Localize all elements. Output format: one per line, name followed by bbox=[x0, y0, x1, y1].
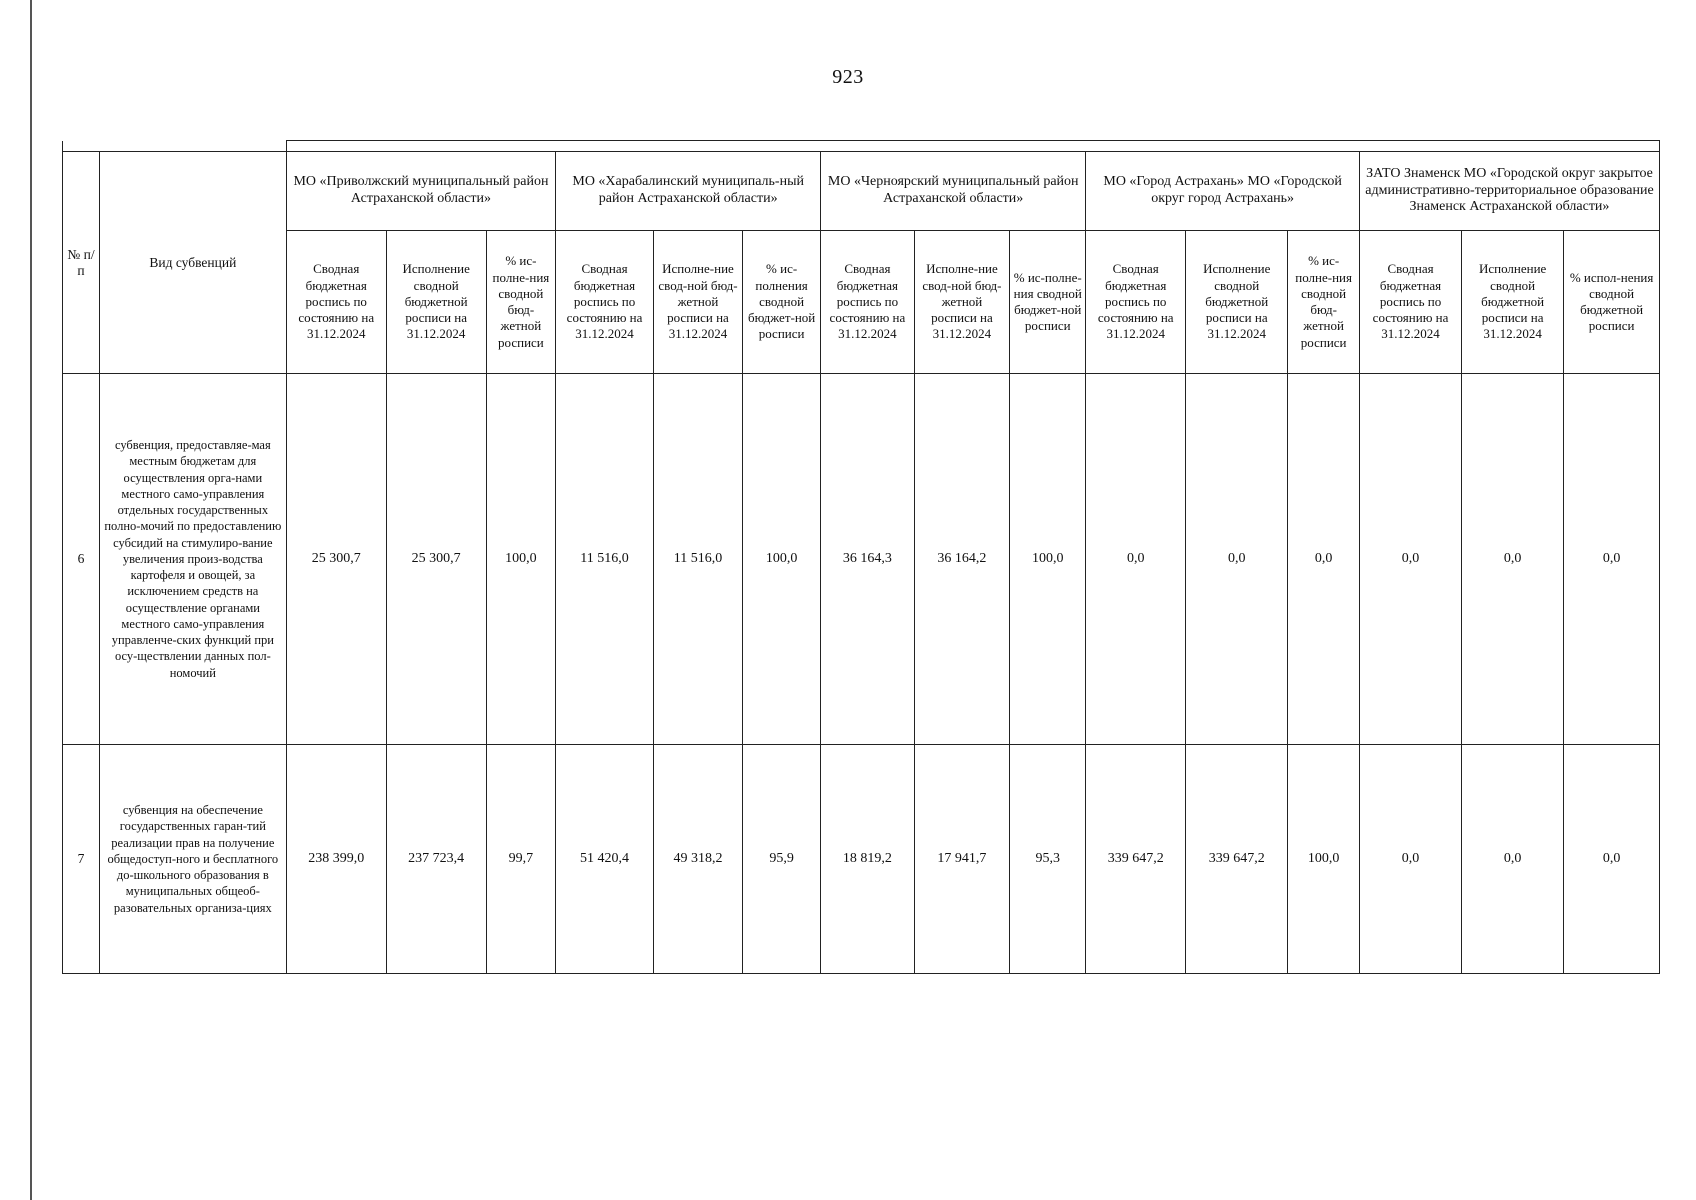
value-cell: 11 516,0 bbox=[556, 374, 654, 745]
subcol-percent: % ис-полне-ния сводной бюд-жетной росписи bbox=[1288, 231, 1360, 374]
region-header-privolzhsky: МО «Приволжский муниципальный район Астраханской области» bbox=[286, 152, 555, 231]
value-cell: 0,0 bbox=[1359, 745, 1461, 974]
subvention-description: субвенция, предоставляе-мая местным бюджетам для осуществления орга-нами местного само-управления отдельных государственных полно-мочий по предоставлению субсидий на стимулиро-вание увеличения произ-водства картофеля и овощей, за исключением средств на осуществление органами местного само-управления управленче-ских функций при осу-ществлении данных пол-номочий bbox=[99, 374, 286, 745]
header-top-strip bbox=[63, 141, 1660, 152]
subcol-percent: % испол-нения сводной бюджетной росписи bbox=[1564, 231, 1660, 374]
value-cell: 100,0 bbox=[1010, 374, 1086, 745]
row-number: 7 bbox=[63, 745, 100, 974]
value-cell: 36 164,2 bbox=[914, 374, 1010, 745]
region-header-chernoyarsky: МО «Черноярский муниципальный район Астраханской области» bbox=[821, 152, 1086, 231]
subcol-percent: % ис-полнения сводной бюджет-ной росписи bbox=[743, 231, 821, 374]
subcol-executed: Исполнение сводной бюджетной росписи на 31.12.2024 bbox=[386, 231, 486, 374]
region-header-astrakhan-city: МО «Город Астрахань» МО «Городской округ город Астрахань» bbox=[1086, 152, 1360, 231]
subcol-executed: Исполнение сводной бюджетной росписи на 31.12.2024 bbox=[1462, 231, 1564, 374]
subcol-percent: % ис-полне-ния сводной бюджет-ной росписи bbox=[1010, 231, 1086, 374]
region-header-znamensk: ЗАТО Знаменск МО «Городской округ закрытое административно-территориальное образование Знаменск Астраханской области» bbox=[1359, 152, 1659, 231]
subvention-description: субвенция на обеспечение государственных гаран-тий реализации прав на получение общедоступ-ного и бесплатного до-школьного образования в муниципальных общеоб-разовательных организа-циях bbox=[99, 745, 286, 974]
value-cell: 0,0 bbox=[1462, 374, 1564, 745]
value-cell: 100,0 bbox=[743, 374, 821, 745]
value-cell: 0,0 bbox=[1564, 374, 1660, 745]
value-cell: 0,0 bbox=[1086, 374, 1186, 745]
value-cell: 238 399,0 bbox=[286, 745, 386, 974]
value-cell: 95,9 bbox=[743, 745, 821, 974]
table-row bbox=[63, 745, 1660, 974]
table-row bbox=[63, 374, 1660, 745]
page-binding-edge bbox=[30, 0, 32, 1200]
subcol-executed: Исполне-ние свод-ной бюд-жетной росписи на 31.12.2024 bbox=[653, 231, 742, 374]
subcol-percent: % ис-полне-ния сводной бюд-жетной росписи bbox=[486, 231, 556, 374]
value-cell: 99,7 bbox=[486, 745, 556, 974]
value-cell: 0,0 bbox=[1359, 374, 1461, 745]
value-cell: 17 941,7 bbox=[914, 745, 1010, 974]
value-cell: 0,0 bbox=[1564, 745, 1660, 974]
subcol-planned: Сводная бюджетная роспись по состоянию на 31.12.2024 bbox=[1359, 231, 1461, 374]
value-cell: 237 723,4 bbox=[386, 745, 486, 974]
page-number: 923 bbox=[832, 66, 864, 88]
value-cell: 18 819,2 bbox=[821, 745, 914, 974]
value-cell: 0,0 bbox=[1462, 745, 1564, 974]
value-cell: 49 318,2 bbox=[653, 745, 742, 974]
value-cell: 100,0 bbox=[486, 374, 556, 745]
subcol-executed: Исполне-ние свод-ной бюд-жетной росписи на 31.12.2024 bbox=[914, 231, 1010, 374]
value-cell: 51 420,4 bbox=[556, 745, 654, 974]
region-header-kharabalinsky: МО «Харабалинский муниципаль-ный район Астраханской области» bbox=[556, 152, 821, 231]
header-subcolumn-row bbox=[63, 231, 1660, 374]
value-cell: 100,0 bbox=[1288, 745, 1360, 974]
value-cell: 36 164,3 bbox=[821, 374, 914, 745]
subcol-planned: Сводная бюджетная роспись по состоянию на 31.12.2024 bbox=[821, 231, 914, 374]
value-cell: 339 647,2 bbox=[1186, 745, 1288, 974]
subvention-table-container bbox=[62, 140, 1660, 974]
value-cell: 339 647,2 bbox=[1086, 745, 1186, 974]
header-top-band bbox=[286, 141, 1659, 152]
subvention-table bbox=[62, 140, 1660, 974]
column-header-number: № п/п bbox=[63, 152, 100, 374]
header-region-row bbox=[63, 152, 1660, 231]
value-cell: 11 516,0 bbox=[653, 374, 742, 745]
header-top-blank bbox=[63, 141, 287, 152]
row-number: 6 bbox=[63, 374, 100, 745]
value-cell: 0,0 bbox=[1186, 374, 1288, 745]
subcol-planned: Сводная бюджетная роспись по состоянию на 31.12.2024 bbox=[286, 231, 386, 374]
column-header-subvention-type: Вид субвенций bbox=[99, 152, 286, 374]
subcol-executed: Исполнение сводной бюджетной росписи на 31.12.2024 bbox=[1186, 231, 1288, 374]
value-cell: 95,3 bbox=[1010, 745, 1086, 974]
value-cell: 25 300,7 bbox=[286, 374, 386, 745]
subcol-planned: Сводная бюджетная роспись по состоянию на 31.12.2024 bbox=[1086, 231, 1186, 374]
value-cell: 0,0 bbox=[1288, 374, 1360, 745]
value-cell: 25 300,7 bbox=[386, 374, 486, 745]
subcol-planned: Сводная бюджетная роспись по состоянию на 31.12.2024 bbox=[556, 231, 654, 374]
